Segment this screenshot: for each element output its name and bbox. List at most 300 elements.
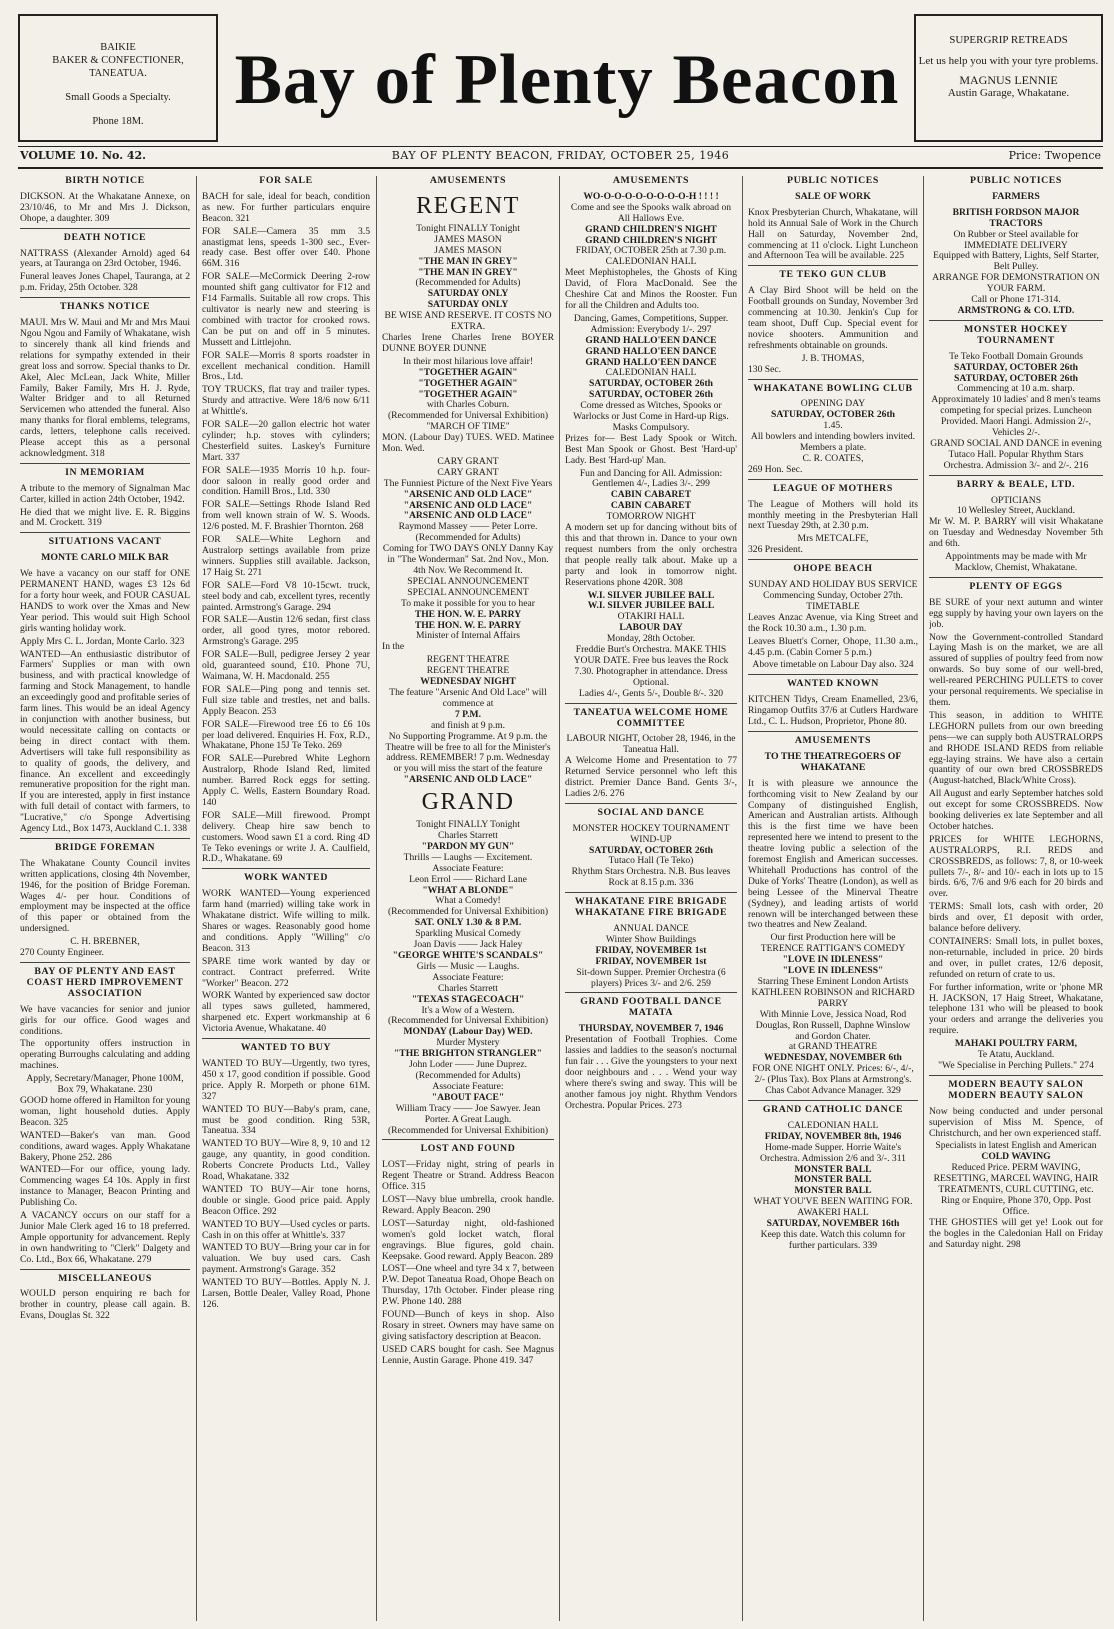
notice-text: 270 County Engineer. (20, 947, 104, 959)
display-line: SATURDAY ONLY (427, 299, 509, 311)
section-heading: GRAND CATHOLIC DANCE (748, 1100, 918, 1116)
notice-text: WANTED TO BUY—Bring your car in for valuation. We buy used cars. Cash payment. Armstrong's Garage. 352 (202, 1242, 370, 1276)
notice-text: CALEDONIAN HALL (605, 256, 697, 268)
column-divider (742, 176, 743, 1621)
section-heading: WHAKATANE BOWLING CLUB (748, 379, 918, 395)
display-line: THE HON. W. E. PARRY (414, 608, 522, 620)
notice-text: Associate Feature: (432, 1080, 504, 1092)
notice-text: and finish at 9 p.m. (430, 719, 506, 731)
notice-text: Joan Davis —— Jack Haley (413, 939, 523, 951)
notice-text: FOR SALE—Firewood tree £6 to £6 10s per load delivered. Enquiries H. Fox, R.D., Whakatane, Phone 15J Te Teko. 269 (202, 718, 370, 752)
column-5 (748, 176, 918, 1621)
notice-text: TIMETABLE (806, 600, 860, 612)
section-heading: AMUSEMENTS (748, 731, 918, 747)
notice-text: Our first Production here will be TERENCE RATTIGAN'S COMEDY (760, 932, 906, 955)
notice-text: WOULD person enquiring re bach for brother in country, please call again. B. Evans, Douglas St. 322 (20, 1288, 190, 1322)
notice-text: FOR SALE—20 gallon electric hot water cylinder; h.p. stoves with cylinders; Chesterfield suites. Laskey's Furniture Mart. 337 (202, 419, 370, 463)
notice-text: Presentation of Football Trophies. Come lassies and laddies to the season's nocturnal fun fair . . . Give the youngsters to your next door neighbours and . . . Wend your way where there's swing and sway. This will be another famous joy night. Rhythm Vendors Orchestra. Popular Prices. 273 (565, 1034, 737, 1111)
notice-text: Mrs METCALFE, (797, 533, 869, 545)
notice-text: What a Comedy! (435, 895, 501, 907)
section-heading: WHAKATANE FIRE BRIGADE WHAKATANE FIRE BRIGADE (565, 892, 737, 919)
notice-text: It is with pleasure we announce the forthcoming visit to New Zealand by our Company of distinguished English, American and Australian artists. Although this is the first time we have been represented here we intend to present to the theatre loving public a selection of the foremost English and American successes. Whitehall Productions has control of the Duke of Yorks' Theatre (London), as well as being Lessee of the Minerval Theatre (Sydney), and leading artists of world renown will be interchanged between these two theatres and New Zealand. (748, 777, 918, 931)
notice-text: JAMES MASON (434, 233, 502, 245)
notice-text: The Whakatane County Council invites written applications, closing 4th November, 1946, for the position of Bridge Foreman. Wages 4/- per hour. Conditions of employment may be inspected at the office of this paper or obtained from the undersigned. (20, 857, 190, 935)
notice-text: Girls — Music — Laughs. (416, 960, 520, 972)
notice-text: FOR SALE—McCormick Deering 2-row mounted shift gang cultivator for F12 and F14 Farmalls. Suitable all row crops. This cultivator is nearly new and steering is combined with tractor for crooked rows. Can be put on and off in 5 minutes. Mussett and Littlejohn. (202, 271, 370, 348)
notice-text: SPECIAL ANNOUNCEMENT (407, 575, 529, 587)
notice-text: WANTED TO BUY—Air tone horns, double or single. Good price paid. Apply Beacon Office. 292 (202, 1183, 370, 1217)
display-line: LABOUR DAY (619, 622, 683, 634)
notice-text: Associate Feature: (432, 971, 504, 983)
notice-text: GOOD home offered in Hamilton for young woman, light household duties. Apply Beacon. 325 (20, 1094, 190, 1128)
notice-text: In their most hilarious love affair! (402, 355, 534, 367)
notice-text: FRIDAY, OCTOBER 25th at 7.30 p.m. (575, 245, 727, 257)
subheading: TO THE THEATREGOERS OF WHAKATANE (764, 750, 902, 773)
display-line: BRITISH FORDSON MAJOR TRACTORS (952, 206, 1080, 229)
display-line: "GEORGE WHITE'S SCANDALS" (392, 950, 544, 961)
notice-text: A Welcome Home and Presentation to 77 Returned Service personnel who left this district. Premier Dance Band. Gents 3/-, Ladies 2/6. 276 (565, 755, 737, 799)
notice-text: REGENT THEATRE (426, 654, 510, 666)
notice-text: Approximately 10 ladies' and 8 men's teams competing for special prizes. Luncheon Provided. Maori Hangi. Admission 2/-, Vehicles 2/-. (931, 394, 1101, 439)
notice-text: Tonight FINALLY Tonight (416, 819, 520, 831)
notice-text: FOR SALE—Camera 35 mm 3.5 anastigmat lens, speeds 1-300 sec., Ever-ready case. Best offer over £40. Phone 66M. 316 (202, 225, 370, 270)
notice-text: LABOUR NIGHT, October 28, 1946, in the Taneatua Hall. (566, 733, 736, 756)
rule-bottom (18, 167, 1103, 169)
right-ear-line: Let us help you with your tyre problems. (918, 55, 1099, 67)
display-line: WO-O-O-O-O-O-O-O-O-H ! ! ! ! (583, 190, 719, 202)
notice-text: (Recommended for Adults) (415, 1069, 521, 1081)
column-divider (376, 176, 377, 1621)
section-heading: WANTED TO BUY (202, 1038, 370, 1054)
display-line: 7 P.M. (454, 708, 482, 720)
display-line: "ARSENIC AND OLD LACE" (403, 499, 533, 511)
notice-text: C. H. BREBNER, (70, 936, 140, 948)
notice-text: No Supporting Programme. At 9 p.m. the Theatre will be free to all for the Minister's address. REMEMBER! 7 p.m. Wednesday or you will miss the start of the feature (385, 730, 551, 775)
section-heading: TE TEKO GUN CLUB (748, 265, 918, 281)
notice-text: It's a Wow of a Western. (421, 1004, 515, 1016)
section-heading: PLENTY OF EGGS (929, 577, 1103, 593)
notice-text: J. B. THOMAS, (801, 352, 865, 364)
display-line: "ARSENIC AND OLD LACE" (403, 488, 533, 500)
notice-text: Equipped with Battery, Lights, Self Starter, Belt Pulley. (933, 250, 1099, 273)
display-line: CABIN CABARET (610, 489, 692, 501)
notice-text: With Minnie Love, Jessica Noad, Rod Douglas, Ron Russell, Daphne Winslow and Gordon Chater. (755, 1008, 911, 1042)
section-heading: FOR SALE (259, 176, 313, 186)
display-line: SATURDAY, NOVEMBER 16th (766, 1218, 900, 1230)
display-line: "ABOUT FACE" (431, 1091, 505, 1103)
section-heading: LOST AND FOUND (382, 1139, 554, 1155)
notice-text: Winter Show Buildings (605, 933, 697, 945)
notice-text: OPENING DAY (800, 398, 866, 410)
notice-text: Murder Mystery (436, 1037, 500, 1049)
display-line: "PARDON MY GUN" (421, 840, 515, 852)
display-line: MONSTER BALL (794, 1185, 872, 1197)
display-line: WEDNESDAY, NOVEMBER 6th (764, 1052, 902, 1064)
notice-text: OPTICIANS (990, 494, 1042, 506)
notice-text: LOST—Navy blue umbrella, crook handle. Reward. Apply Beacon. 290 (382, 1194, 554, 1216)
notice-text: The opportunity offers instruction in operating Burroughs calculating and adding machines. (20, 1038, 190, 1072)
section-heading: AMUSEMENTS (612, 176, 690, 186)
display-line: WEDNESDAY NIGHT (420, 676, 516, 688)
section-heading: WANTED KNOWN (748, 674, 918, 690)
notice-text: CARY GRANT (437, 466, 499, 478)
notice-text: PRICES for WHITE LEGHORNS, AUSTRALORPS, R.I. REDS and CROSSBREDS, as follows: 7, 8, or 10-week pullets 7/-, 8/- and 10/- each in lots up to 15 birds. 6/6, 7/6 and 9/6 each for 20 birds and over. (929, 833, 1103, 900)
notice-text: FOR SALE—Purebred White Leghorn Australorp, Rhode Island Red, limited number. Barred Rock eggs for setting. Apply C. Wells, Eastern Boundary Road. 140 (202, 753, 370, 808)
notice-text: TOMORROW NIGHT (606, 511, 696, 523)
notice-text: CALEDONIAN HALL (787, 1119, 879, 1131)
notice-text: (Recommended for Adults) (415, 532, 521, 544)
notice-text: All bowlers and intending bowlers invited. Members a plate. (750, 431, 916, 454)
display-line: "WHAT A BLONDE" (422, 884, 514, 896)
section-heading: THANKS NOTICE (20, 297, 190, 313)
notice-text: Mr W. M. P. BARRY will visit Whakatane on Tuesday and Wednesday November 5th and 6th. (929, 516, 1103, 550)
section-heading: SITUATIONS VACANT (20, 532, 190, 548)
dateline (18, 147, 1103, 165)
section-heading: BIRTH NOTICE (65, 176, 145, 186)
display-line: GRAND HALLO'EEN DANCE (585, 334, 717, 346)
section-heading: OHOPE BEACH (748, 559, 918, 575)
display-line: SAT. ONLY 1.30 & 8 P.M. (414, 917, 522, 929)
notice-text: TOY TRUCKS, flat tray and trailer types. Sturdy and attractive. Were 18/6 now 6/11 at Whittle's. (202, 384, 370, 418)
notice-text: Leaves Anzac Avenue, via King Street and the Rock 10.30 a.m., 1.30 p.m. (748, 611, 918, 634)
display-line: FRIDAY, NOVEMBER 1st (595, 955, 707, 967)
notice-text: AWAKERI HALL (797, 1207, 869, 1219)
notice-text: We have a vacancy on our staff for ONE PERMANENT HAND, wages £3 12s 6d for a forty hour week, and FOUR CASUAL HANDS to work over the Xmas and New Year period. This would suit High School girls wanting holiday work. (20, 568, 190, 634)
notice-text: WANTED TO BUY—Wire 8, 9, 10 and 12 gauge, any quantity, in good condition. Roberts Concrete Products Ltd., Valley Road, Whakatane. 332 (202, 1138, 370, 1183)
notice-text: Sit-down Supper. Premier Orchestra (6 players) Prices 3/- and 2/6. 259 (576, 966, 726, 989)
display-line: GRAND CHILDREN'S NIGHT (585, 223, 717, 235)
display-line: "LOVE IN IDLENESS" (782, 965, 884, 977)
notice-text: 326 President. (748, 544, 803, 556)
notice-text: DICKSON. At the Whakatane Annexe, on 23/10/46, to Mr and Mrs J. Dickson, Ohope, a daughter. 309 (20, 190, 190, 224)
column-divider (196, 176, 197, 1621)
notice-text: with Charles Coburn. (426, 399, 510, 411)
notice-text: Thrills — Laughs — Excitement. (403, 851, 533, 863)
notice-text: NATTRASS (Alexander Arnold) aged 64 years, at Tauranga on 23rd October, 1946. (20, 247, 190, 270)
display-line: GRAND CHILDREN'S NIGHT (585, 234, 717, 246)
notice-text: Come and see the Spooks walk abroad on All Hallows Eve. (570, 201, 732, 224)
notice-text: Tutaco Hall (Te Teko) (608, 855, 694, 867)
notice-text: Freddie Burt's Orchestra. MAKE THIS YOUR DATE. Free bus leaves the Rock 7.30. Photographer in attendance. Dress Optional. (573, 644, 729, 688)
display-line: "TEXAS STAGECOACH" (411, 993, 525, 1005)
notice-text: THE GHOSTIES will get ye! Look out for the bogles in the Caledonian Hall on Friday and Saturday night. 298 (929, 1216, 1103, 1250)
column-1 (20, 176, 190, 1621)
notice-text: TERMS: Small lots, cash with order, 20 birds and over, £1 deposit with order, balance before delivery. (929, 901, 1103, 935)
notice-text: A modern set up for dancing without bits of this and that thrown in. Dance to your own request numbers from the only orchestra that people really talk about. Make up a party and look in tomorrow night. Reservations phone 420R. 308 (565, 522, 737, 588)
notice-text: FOR SALE—Austin 12/6 sedan, first class order, all good tyres, motor rebored. Armstrong's Garage. 295 (202, 614, 370, 648)
display-line: FRIDAY, NOVEMBER 1st (595, 944, 707, 956)
notice-text: FOR SALE—1935 Morris 10 h.p. four-door saloon in really good order and condition. Hamill Bros., Ltd. 330 (202, 464, 370, 498)
display-line: "TOGETHER AGAIN" (418, 377, 518, 389)
notice-text: CONTAINERS: Small lots, in pullet boxes, non-returnable, included in price. 20 birds and over, in pullet crates, 12/6 deposit, refunded on return of crate to us. (929, 936, 1103, 980)
notice-text: Keep this date. Watch this column for further particulars. 339 (760, 1228, 906, 1251)
notice-text: WANTED TO BUY—Baby's pram, cane, must be good condition. Ring 53R, Taneatua. 334 (202, 1103, 370, 1137)
notice-text: WHAT YOU'VE BEEN WAITING FOR. (753, 1196, 913, 1208)
notice-text: JAMES MASON (434, 244, 502, 256)
notice-text: Now the Government-controlled Standard Laying Mash is on the market, we are all assured of supplies of poultry feed from now onwards. So buy some of our well-bred, well-reared PERCHING PULLETS to cover your personal requirements. We specialise in them. (929, 631, 1103, 708)
display-line: GRAND HALLO'EEN DANCE (585, 345, 717, 357)
notice-text: SPARE time work wanted by day or contract. Contract preferred. Write "Worker" Beacon. 272 (202, 955, 370, 989)
column-4 (565, 176, 737, 1621)
notice-text: SPECIAL ANNOUNCEMENT (407, 586, 529, 598)
section-heading: WORK WANTED (202, 868, 370, 884)
notice-text: FOR SALE—White Leghorn and Australorp settings available from prize winners. Supplies still available. Jackson, 17 Haig St. 271 (202, 534, 370, 578)
notice-text: A Clay Bird Shoot will be held on the Football grounds on Sunday, November 3rd commencing at 10.30. Jenkin's Cup for team shoot, Duff Cup. Special event for novice shooters. Ammunition and refreshments obtainable on grounds. (748, 285, 918, 351)
notice-text: We have vacancies for senior and junior girls for our office. Good wages and conditions. (20, 1003, 190, 1037)
notice-text: "MARCH OF TIME" (426, 421, 510, 433)
notice-text: Tonight FINALLY Tonight (416, 222, 520, 234)
notice-text: A tribute to the memory of Signalman Mac Carter, killed in action 24th October, 1942. (20, 482, 190, 505)
notice-text: WANTED TO BUY—Bottles. Apply N. J. Larsen, Bottle Dealer, Valley Road, Phone 126. (202, 1277, 370, 1310)
notice-text: WANTED—For our office, young lady. Commencing wages £4 10s. Apply in first instance to Manager, Beacon Printing and Publishing Co. (20, 1164, 190, 1209)
display-line: "TOGETHER AGAIN" (418, 388, 518, 400)
masthead-title: Bay of Plenty Beacon (234, 41, 900, 119)
column-3 (382, 176, 554, 1621)
notice-text: Come dressed as Witches, Spooks or Warlocks or Just Come in Hard-up Rigs. Masks Compulsory. (573, 400, 729, 433)
notice-text: Commencing Sunday, October 27th. (763, 590, 903, 601)
notice-text: ARRANGE FOR DEMONSTRATION ON YOUR FARM. (932, 272, 1100, 295)
column-divider (559, 176, 560, 1621)
notice-text: FOR ONE NIGHT ONLY. Prices: 6/-, 4/-, 2/- (Plus Tax). Box Plans at Armstrong's. Chas Cabot Advance Manager. 329 (752, 1063, 914, 1097)
notice-text: Charles Starrett (438, 830, 498, 842)
notice-text: A VACANCY occurs on our staff for a Junior Male Clerk aged 16 to 18 preferred. Ample opportunity for advancement. Reply in own handwriting to "Clerk" Dalgety and Co. Ltd., Box 66, Whakatane. 279 (20, 1210, 190, 1265)
section-heading: MODERN BEAUTY SALON MODERN BEAUTY SALON (929, 1075, 1103, 1102)
notice-text: Appointments may be made with Mr Macklow, Chemist, Whakatane. (945, 551, 1087, 573)
display-line: "THE BRIGHTON STRANGLER" (393, 1048, 543, 1060)
notice-text: (Recommended for Universal Exhibition) (387, 906, 549, 918)
notice-text: LOST—Friday night, string of pearls in Regent Theatre or Strand. Address Beacon Office. 315 (382, 1159, 554, 1193)
notice-text: MAUI. Mrs W. Maui and Mr and Mrs Maui Ngou Ngou and Family of Whakatane, wish to sincerely thank all kind friends and relations for sympathy extended in their great loss and sorrow. Special thanks to Dr. Akel, Alec McLean, Jack White, Miller Family, Baker Family, Mrs H. J. Ryde, Walter Bridger and to all Returned Servicemen who attended the funeral. Also many thanks for floral emblems, telegrams, cards, letters, telephone calls received. Please accept this as a personal acknowledgment. 318 (20, 317, 190, 459)
notice-text: at GRAND THEATRE (788, 1041, 878, 1053)
notice-text: REGENT THEATRE (426, 665, 510, 677)
notice-text: Charles Irene Charles Irene BOYER DUNNE BOYER DUNNE (382, 331, 554, 354)
notice-text: Starring These Eminent London Artists KATHLEEN ROBINSON and RICHARD PARRY (751, 976, 915, 1009)
subheading: MONTE CARLO MILK BAR (41, 552, 169, 564)
notice-text: BACH for sale, ideal for beach, condition as new. For further particulars enquire Beacon. 321 (202, 190, 370, 224)
display-line: SATURDAY, OCTOBER 26th (771, 409, 895, 421)
section-heading: BAY OF PLENTY AND EAST COAST HERD IMPROVEMENT ASSOCIATION (20, 962, 190, 1000)
column-2 (202, 176, 370, 1621)
notice-text: For further information, write or 'phone MR H. JACKSON, 17 Haig Street, Whakatane, telephone 131 who will be pleased to book your orders and arrange the deliveries you require. (929, 981, 1103, 1037)
notice-text: ANNUAL DANCE (613, 923, 689, 934)
notice-text: Rhythm Stars Orchestra. N.B. Bus leaves Rock at 8.15 p.m. 336 (571, 866, 731, 889)
display-line: "TOGETHER AGAIN" (418, 366, 518, 378)
notice-text: Te Atatu, Auckland. (977, 1049, 1055, 1061)
theatre-name: GRAND (421, 789, 515, 816)
notice-text: WORK WANTED—Young experienced farm hand (married) willing take work in Whakatane district. Wife willing to milk. Shares or wages. Reasonably good home and conditions. Apply "Willing" c/o Beacon. 313 (202, 888, 370, 954)
section-heading: MONSTER HOCKEY TOURNAMENT (929, 320, 1103, 347)
notice-text: Ladies 4/-, Gents 5/-, Double 8/-. 320 (578, 687, 724, 699)
notice-text: 130 Sec. (748, 363, 782, 375)
volume-number: VOLUME 10. No. 42. (20, 149, 147, 162)
subheading: SALE OF WORK (795, 190, 871, 202)
notice-text: The Funniest Picture of the Next Five Years (383, 477, 553, 489)
left-ear-line (20, 104, 216, 115)
right-ear-line (916, 47, 1101, 55)
notice-text: Minister of Internal Affairs (416, 630, 520, 642)
display-line: "ARSENIC AND OLD LACE" (403, 510, 533, 522)
notice-text: LOST—Saturday night, old-fashioned women's gold locket watch, floral engravings. Blue figures, gold chain. Keepsake. Good reward. Apply Beacon. 289 (382, 1217, 554, 1262)
notice-text: MON. (Labour Day) TUES. WED. Matinee Mon. Wed. (382, 432, 554, 455)
theatre-name: REGENT (416, 192, 520, 219)
notice-text: "We Specialise in Perching Pullets." 274 (938, 1059, 1094, 1071)
display-line: SATURDAY, OCTOBER 26th (589, 844, 713, 856)
notice-text: He died that we might live. E. R. Biggins and M. Crockett. 319 (20, 506, 190, 529)
notice-text: OTAKIRI HALL (617, 611, 685, 623)
notice-text: Prizes for— Best Lady Spook or Witch. Best Man Spook or Ghost. Best 'Hard-up' Lady. Best 'Hard-up' Man. (565, 432, 737, 466)
notice-text: (Recommended for Universal Exhibition) (387, 1015, 549, 1027)
notice-text: Coming for TWO DAYS ONLY Danny Kay in "The Wonderman" Sat. 2nd Nov., Mon. 4th Nov. We Recommend It. (382, 543, 554, 576)
notice-text: 1.45. (823, 420, 843, 432)
notice-text: Admission: Everybody 1/-. 297 (590, 323, 712, 335)
section-heading: GRAND FOOTBALL DANCE MATATA (565, 992, 737, 1019)
right-ear-line: SUPERGRIP RETREADS (949, 34, 1068, 46)
section-heading: TANEATUA WELCOME HOME COMMITTEE (565, 703, 737, 730)
notice-text: LOST—One wheel and tyre 34 x 7, between P.W. Depot Taneatua Road, Ohope Beach on Thursday, 17th October. Finder please ring P.W. Phone 140. 288 (382, 1263, 554, 1308)
notice-text: WORK Wanted by experienced saw doctor all types saws gulleted, hammered, sharpened etc. Expert workmanship at 6 Victoria Avenue, Whakatane. 40 (202, 990, 370, 1035)
notice-text: Fun and Dancing for All. Admission: Gentlemen 4/-, Ladies 3/-. 299 (579, 467, 723, 490)
notice-text: FOUND—Bunch of keys in shop. Also Rosary in street. Owners may have same on giving satisfactory description at Beacon. (382, 1309, 554, 1342)
notice-text: BE SURE of your next autumn and winter egg supply by having your own layers on the job. (929, 596, 1103, 630)
left-ear-line: BAIKIE (100, 42, 136, 53)
notice-text: 10 Wellesley Street, Auckland. (956, 505, 1076, 517)
notice-text: Reduced Price. PERM WAVING, RESETTING, MARCEL WAVING, HAIR TREATMENTS, CURL CUTTING, etc. (933, 1162, 1099, 1196)
notice-text: BE WISE AND RESERVE. IT COSTS NO EXTRA. (384, 310, 552, 333)
notice-text: Knox Presbyterian Church, Whakatane, will hold its Annual Sale of Work in the Church Hall on Saturday, November 2nd, commencing at 11 o'clock. Light Luncheon and Afternoon Tea will be available. 225 (748, 206, 918, 262)
column-divider (923, 176, 924, 1621)
notice-text: WANTED TO BUY—Used cycles or parts. Cash in on this offer at Whittle's. 337 (202, 1218, 370, 1241)
notice-text: Above timetable on Labour Day also. 324 (752, 659, 914, 671)
notice-text: William Tracy —— Joe Sawyer. Jean Porter. A Great Laugh. (395, 1102, 541, 1125)
price: Price: Twopence (1008, 149, 1101, 162)
notice-text: Funeral leaves Jones Chapel, Tauranga, at 2 p.m. Friday, 25th October. 328 (20, 271, 190, 294)
section-heading: DEATH NOTICE (20, 228, 190, 244)
left-ear-advert (18, 14, 218, 142)
notice-text: The feature "Arsenic And Old Lace" will commence at (389, 686, 547, 709)
display-line: W.I. SILVER JUBILEE BALL (587, 600, 715, 612)
notice-text: Sparkling Musical Comedy (415, 928, 521, 940)
notice-text: To make it possible for you to hear (401, 597, 535, 609)
left-ear-line: TANEATUA. (89, 68, 147, 79)
notice-text: GRAND SOCIAL AND DANCE in evening Tutaco Hall. Popular Rhythm Stars Orchestra. Admission 3/- and 2/-. 216 (930, 437, 1102, 471)
left-ear-line: Small Goods a Specialty. (65, 92, 171, 103)
section-heading: SOCIAL AND DANCE (565, 803, 737, 819)
notice-text: (Recommended for Universal Exhibition) (387, 410, 549, 422)
display-line: THE HON. W. E. PARRY (414, 619, 522, 631)
notice-text: Apply Mrs C. L. Jordan, Monte Carlo. 323 (20, 635, 185, 647)
notice-text: Commencing at 10 a.m. sharp. (957, 383, 1075, 395)
issue-date: BAY OF PLENTY BEACON, FRIDAY, OCTOBER 25, 1946 (391, 149, 730, 162)
notice-text: USED CARS bought for cash. See Magnus Lennie, Austin Garage. Phone 419. 347 (382, 1343, 554, 1366)
notice-text: (Recommended for Universal Exhibition) (387, 1124, 549, 1136)
right-ear-line: MAGNUS LENNIE (959, 73, 1058, 87)
display-line: SATURDAY, OCTOBER 26th (589, 389, 713, 401)
section-heading: AMUSEMENTS (429, 176, 507, 186)
notice-text: Home-made Supper. Horrie Waite's Orchestra. Admission 2/6 and 3/-. 311 (760, 1141, 906, 1164)
notice-text: Leon Errol —— Richard Lane (409, 873, 527, 885)
notice-text: On Rubber or Steel available for IMMEDIATE DELIVERY (953, 228, 1079, 251)
column-6 (929, 176, 1103, 1621)
notice-text: FOR SALE—Morris 8 sports roadster in excellent mechanical condition. Hamill Bros., Ltd. (202, 349, 370, 383)
notice-text: 269 Hon. Sec. (748, 463, 803, 475)
display-line: ARMSTRONG & CO. LTD. (957, 304, 1075, 316)
display-line: COLD WAVING (981, 1151, 1051, 1163)
left-ear-line: BAKER & CONFECTIONER, (52, 55, 184, 66)
subheading: FARMERS (992, 190, 1040, 202)
section-heading: PUBLIC NOTICES (970, 176, 1062, 186)
display-line: FRIDAY, NOVEMBER 8th, 1946 (764, 1130, 902, 1142)
notice-text: Dancing, Games, Competitions, Supper. (573, 312, 729, 324)
left-ear-line: Phone 18M. (92, 116, 144, 127)
section-heading: MISCELLANEOUS (20, 1269, 190, 1285)
notice-text: SUNDAY AND HOLIDAY BUS SERVICE (748, 579, 918, 591)
section-heading: IN MEMORIAM (20, 463, 190, 479)
notice-text: Now being conducted and under personal supervision of Miss M. Spence, of Christchurch, and her own experienced staff. (929, 1105, 1103, 1139)
right-ear-advert (914, 14, 1103, 142)
notice-text: Monday, 28th October. (606, 633, 696, 645)
notice-text: C. R. COATES, (802, 452, 864, 464)
notice-text: Associate Feature: (432, 862, 504, 874)
section-heading: PUBLIC NOTICES (787, 176, 879, 186)
display-line: MONDAY (Labour Day) WED. (403, 1026, 533, 1038)
notice-text: Meet Mephistopheles, the Ghosts of King David, of Flora MacDonald. See the Cheshire Cat and Minos the Rooster. Fun for all the Children and Adults too. (565, 267, 737, 311)
notice-text: FOR SALE—Settings Rhode Island Red from well known strain of W. S. Woods. 12/6 posted. M. F. Brashier Thornton. 268 (202, 499, 370, 533)
notice-text: All August and early September hatches sold out except for some CROSSBREDS. Now booking deliveries ex late September and all October hatches. (929, 788, 1103, 832)
notice-text: FOR SALE—Ford V8 10-15cwt. truck, steel body and cab, excellent tyres, recently painted. Armstrong's Garage. 294 (202, 579, 370, 613)
notice-text: CARY GRANT (437, 455, 499, 467)
section-heading: BRIDGE FOREMAN (20, 838, 190, 854)
left-ear-line (20, 80, 216, 91)
display-line: THURSDAY, NOVEMBER 7, 1946 (578, 1023, 724, 1035)
notice-text: WANTED TO BUY—Urgently, two tyres, 450 x 17, good condition if possible. Good price. Apply R. Morpeth or phone 61M. 327 (202, 1057, 370, 1102)
display-line: CABIN CABARET (610, 500, 692, 512)
notice-text: Charles Starrett (438, 982, 498, 994)
notice-text: John Loder —— June Duprez. (408, 1059, 528, 1071)
section-heading: BARRY & BEALE, LTD. (929, 475, 1103, 491)
notice-text: WANTED—Baker's van man. Good conditions, award wages. Apply Whakatane Bakery, Phone 252. 286 (20, 1129, 190, 1163)
display-line: SATURDAY, OCTOBER 26th (589, 378, 713, 390)
display-line: SATURDAY, OCTOBER 26th (954, 372, 1078, 384)
display-line: W.I. SILVER JUBILEE BALL (587, 589, 715, 601)
display-line: SATURDAY ONLY (427, 288, 509, 300)
notice-text: This season, in addition to WHITE LEGHORN pullets from our own breeding pens—we can supply both AUSTRALORPS and RHODE ISLAND REDS from reliable egg-laying strains. We have also a certain quantity of our own bred CROSSBREDS (August-hatched, Black/White Cross). (929, 709, 1103, 787)
notice-text: WANTED—An enthusiastic distributor of Farmers' Supplies or man with own business, and with practical knowledge of farming and Stock Management, to handle an exceedingly good and profitable series of farm lines. This would be an ideal Agency in conjunction with another business, but would necessitate calling on contacts or being in direct contact with them. Advertisers will take full responsibility as to quality of goods, the delivery, and finance. An excellent and exceedingly remunerative proposition for the right man. If you are interested, apply in first instance with full detail of contact with farmers, to "Lucrative," c/o Sponge Advertising Agency Ltd., Box 1473, Auckland C.1. 338 (20, 648, 190, 835)
notice-text: Te Teko Football Domain Grounds (949, 350, 1083, 362)
display-line: GRAND HALLO'EEN DANCE (585, 356, 717, 368)
display-line: MONSTER BALL (794, 1174, 872, 1186)
display-line: "ARSENIC AND OLD LACE" (403, 774, 533, 786)
notice-text: FOR SALE—Ping pong and tennis set. Full size table and trestles, net and balls. Apply Beacon. 253 (202, 683, 370, 717)
display-line: "THE MAN IN GREY" (418, 266, 518, 278)
notice-text: Specialists in latest English and American (935, 1140, 1097, 1152)
notice-text: CALEDONIAN HALL (605, 367, 697, 379)
notice-text: Apply, Secretary/Manager, Phone 100M, Box 79, Whakatane. 230 (26, 1073, 184, 1096)
right-ear-line: Austin Garage, Whakatane. (947, 87, 1070, 99)
display-line: MONSTER BALL (794, 1163, 872, 1175)
notice-text: Ring or Enquire, Phone 370, Opp. Post Office. (940, 1194, 1092, 1217)
display-line: "LOVE IN IDLENESS" (782, 954, 884, 966)
notice-text: FOR SALE—Bull, pedigree Jersey 2 year old, guaranteed sound, £10. Phone 7U, Waimana, W. H. Macdonald. 255 (202, 649, 370, 682)
notice-text: (Recommended for Adults) (415, 277, 521, 289)
display-line: MAHAKI POULTRY FARM, (954, 1038, 1078, 1050)
notice-text: In the (382, 641, 405, 653)
notice-text: FOR SALE—Mill firewood. Prompt delivery. Cheap hire saw bench to customers. Wood sawn £1 a cord. Ring 4D Te Teko evenings or write J. A. Caulfield, R.D., Whakatane. 69 (202, 809, 370, 865)
notice-text: The League of Mothers will hold its monthly meeting in the Presbyterian Hall next Tuesday 29th, at 2.30 p.m. (748, 498, 918, 532)
notice-text: Raymond Massey —— Peter Lorre. (398, 521, 538, 533)
display-line: "THE MAN IN GREY" (418, 255, 518, 267)
display-line: SATURDAY, OCTOBER 26th (954, 361, 1078, 373)
notice-text: MONSTER HOCKEY TOURNAMENT WIND-UP (572, 822, 730, 845)
